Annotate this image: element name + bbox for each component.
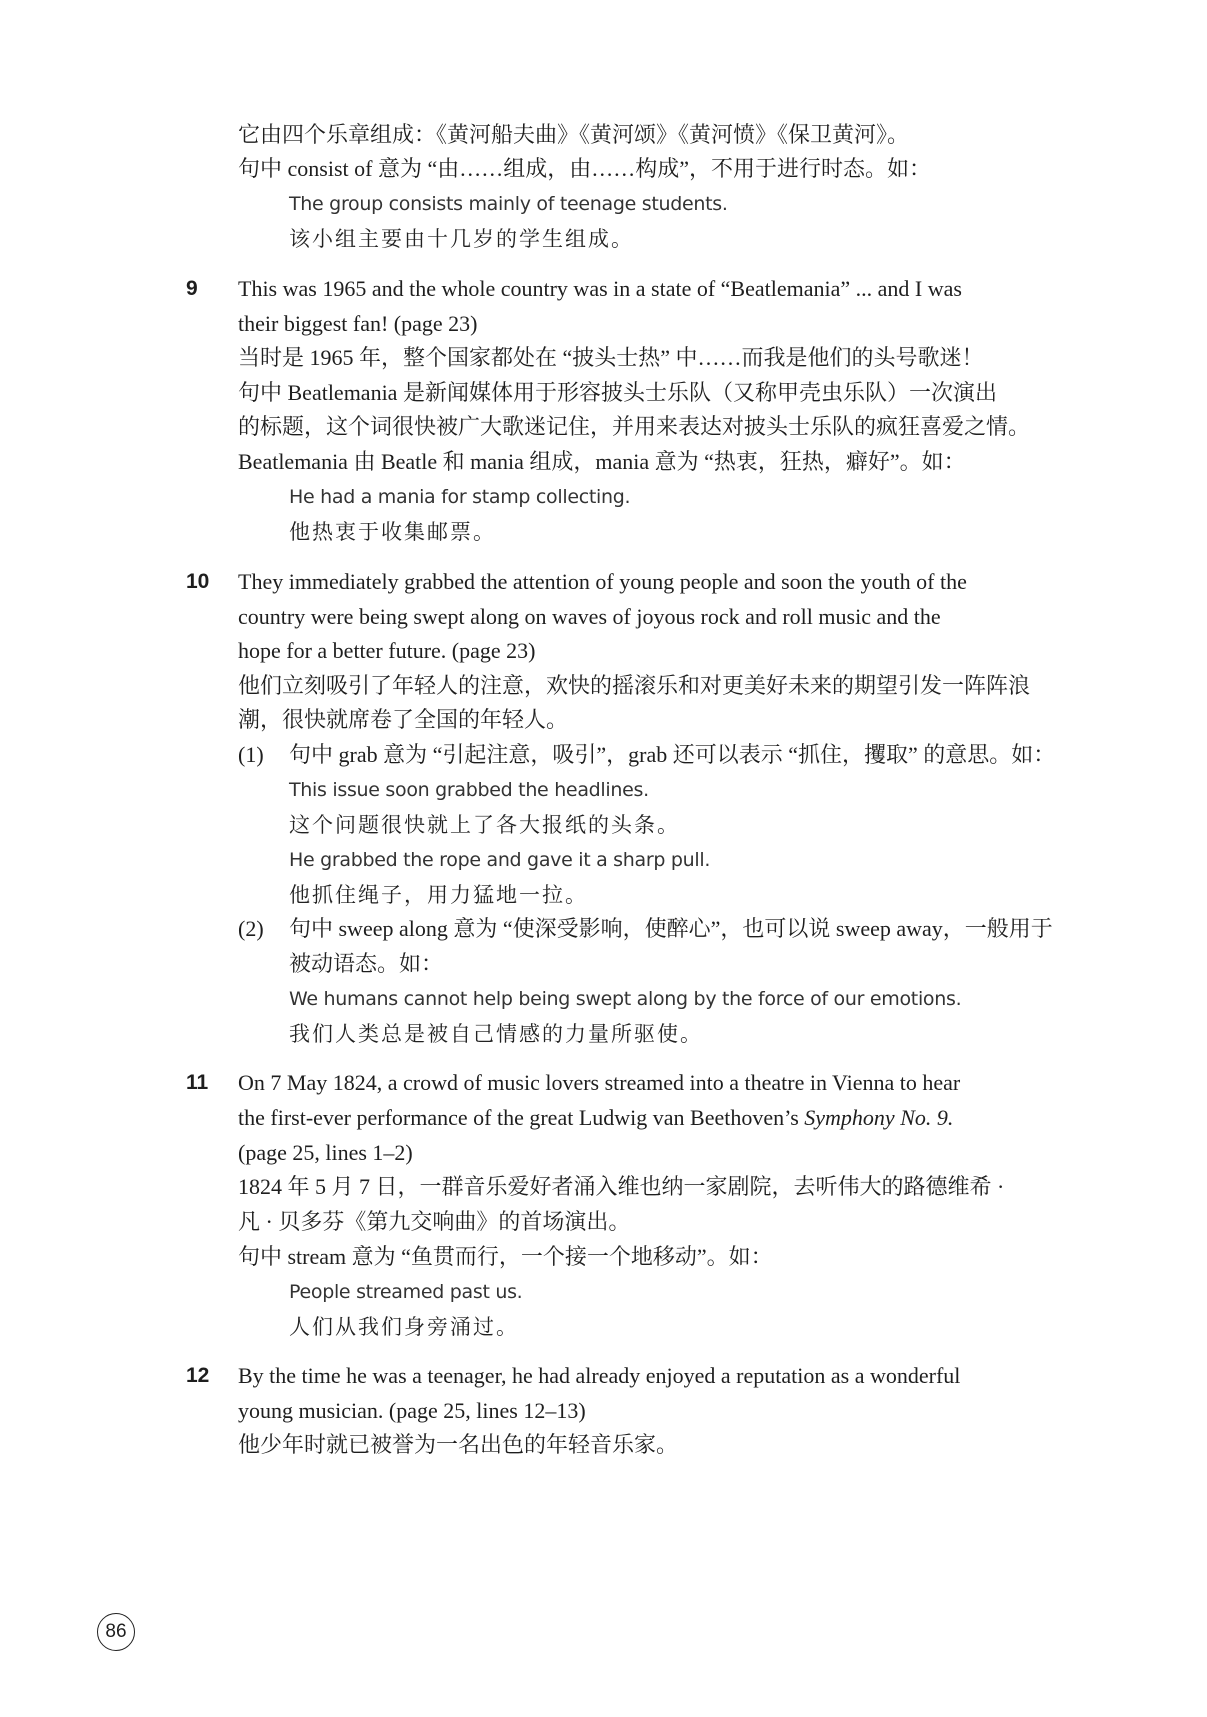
item-sentence: (page 25, lines 1–2) [238,1140,413,1165]
item-sentence: On 7 May 1824, a crowd of music lovers streamed into a theatre in Vienna to hear [238,1070,961,1095]
example-sentence: People streamed past us. [289,1281,523,1303]
text-line: 句中 grab 意为 “引起注意，吸引”，grab 还可以表示 “抓住，攫取” 的意思。如： [289,742,1056,767]
text-line: Beatlemania 由 Beatle 和 mania 组成，mania 意为 “热衷，狂热，癖好”。如： [238,449,966,474]
item-sentence: This was 1965 and the whole country was in a state of “Beatlemania” ... and I was [238,276,962,301]
work-title: Symphony No. 9. [804,1105,954,1130]
item-sentence: country were being swept along on waves of joyous rock and roll music and the [238,604,941,629]
text-line: 句中 Beatlemania 是新闻媒体用于形容披头士乐队（又称甲壳虫乐队）一次演出 [238,380,997,405]
item-sentence: their biggest fan! (page 23) [238,311,478,336]
example-translation: 他抓住绳子，用力猛地一拉。 [289,883,588,907]
item-sentence-part: the first-ever performance of the great Ludwig van Beethoven’s [238,1105,799,1130]
example-sentence: This issue soon grabbed the headlines. [289,779,649,801]
example-translation: 该小组主要由十几岁的学生组成。 [289,227,634,251]
item-sentence [238,1103,953,1133]
example-translation: 人们从我们身旁涌过。 [289,1315,519,1339]
item-number-11: 11 [186,1071,209,1094]
text-line: 句中 stream 意为 “鱼贯而行，一个接一个地移动”。如： [238,1244,773,1269]
text-line: 被动语态。如： [289,951,444,976]
item-sentence: They immediately grabbed the attention of young people and soon the youth of the [238,569,967,594]
page-number: 86 [97,1613,135,1651]
text-line: 1824 年 5 月 7 日，一群音乐爱好者涌入维也纳一家剧院，去听伟大的路德维希 · [238,1174,1005,1199]
item-number-10: 10 [186,570,210,593]
example-sentence: He grabbed the rope and gave it a sharp pull. [289,849,711,871]
sub-point-marker: (1) [238,742,264,767]
item-sentence: young musician. (page 25, lines 12–13) [238,1398,586,1423]
item-sentence: hope for a better future. (page 23) [238,638,536,663]
text-line: 他少年时就已被誉为一名出色的年轻音乐家。 [238,1432,679,1457]
example-sentence: The group consists mainly of teenage students. [289,193,728,215]
example-sentence: We humans cannot help being swept along by the force of our emotions. [289,988,962,1010]
text-line: 潮，很快就席卷了全国的年轻人。 [238,707,569,732]
sub-point-marker: (2) [238,916,264,941]
example-sentence: He had a mania for stamp collecting. [289,486,631,508]
text-line: 它由四个乐章组成：《黄河船夫曲》《黄河颂》《黄河愤》《保卫黄河》。 [238,122,910,147]
text-line: 他们立刻吸引了年轻人的注意，欢快的摇滚乐和对更美好未来的期望引发一阵阵浪 [238,673,1031,698]
item-number-12: 12 [186,1364,210,1387]
text-line: 当时是 1965 年，整个国家都处在 “披头士热” 中……而我是他们的头号歌迷！ [238,345,984,370]
text-line: 的标题，这个词很快被广大歌迷记住，并用来表达对披头士乐队的疯狂喜爱之情。 [238,414,1031,439]
text-line: 句中 consist of 意为 “由……组成，由……构成”，不用于进行时态。如： [238,156,931,181]
item-sentence: By the time he was a teenager, he had already enjoyed a reputation as a wonderful [238,1363,961,1388]
text-line: 凡 · 贝多芬《第九交响曲》的首场演出。 [238,1209,631,1234]
example-translation: 他热衷于收集邮票。 [289,520,496,544]
example-translation: 我们人类总是被自己情感的力量所驱使。 [289,1022,703,1046]
example-translation: 这个问题很快就上了各大报纸的头条。 [289,813,680,837]
text-line: 句中 sweep along 意为 “使深受影响，使醉心”，也可以说 sweep away，一般用于 [289,916,1053,941]
item-number-9: 9 [186,277,198,300]
